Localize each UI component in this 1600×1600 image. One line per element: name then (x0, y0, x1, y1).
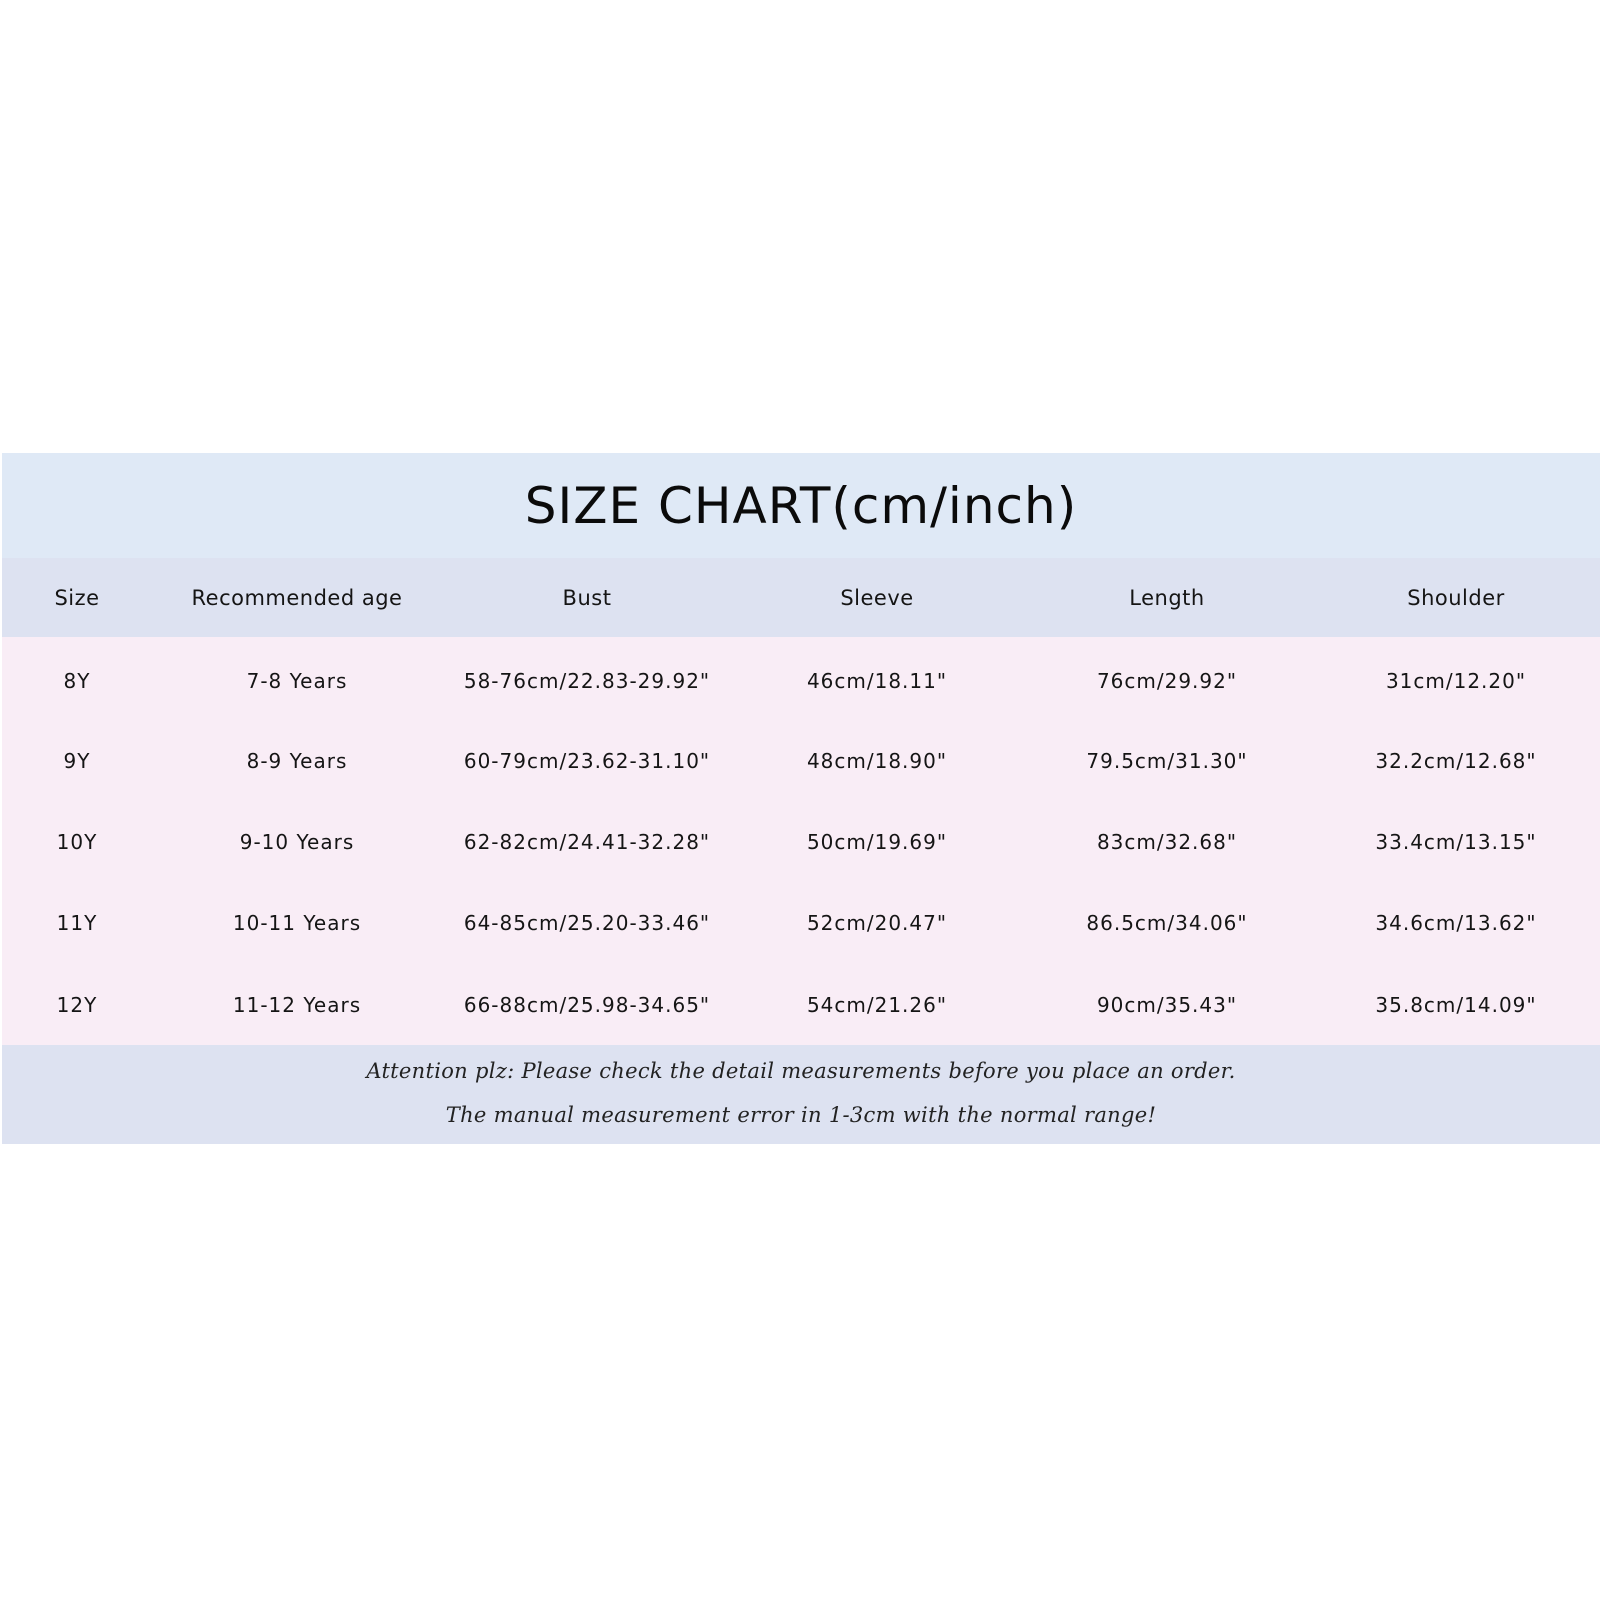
cell-size: 9Y (63, 749, 91, 773)
cell-sleeve: 46cm/18.11" (806, 669, 948, 693)
header-recommended-age: Recommended age (191, 586, 403, 610)
cell-age: 7-8 Years (246, 669, 348, 693)
cell-shoulder: 33.4cm/13.15" (1375, 830, 1537, 854)
header-band (2, 558, 1600, 637)
table-row (2, 883, 1600, 963)
cell-bust: 66-88cm/25.98-34.65" (463, 993, 711, 1017)
table-row (2, 721, 1600, 801)
header-sleeve: Sleeve (840, 586, 914, 610)
cell-length: 90cm/35.43" (1096, 993, 1238, 1017)
table-row (2, 965, 1600, 1045)
cell-age: 10-11 Years (232, 911, 362, 935)
cell-age: 9-10 Years (239, 830, 355, 854)
note-band (2, 1045, 1600, 1144)
cell-shoulder: 31cm/12.20" (1385, 669, 1527, 693)
title-band (2, 453, 1600, 558)
cell-length: 86.5cm/34.06" (1086, 911, 1248, 935)
cell-length: 79.5cm/31.30" (1086, 749, 1248, 773)
cell-length: 76cm/29.92" (1096, 669, 1238, 693)
header-size: Size (54, 586, 100, 610)
cell-sleeve: 48cm/18.90" (806, 749, 948, 773)
cell-bust: 60-79cm/23.62-31.10" (463, 749, 711, 773)
size-chart (2, 453, 1600, 1144)
cell-shoulder: 32.2cm/12.68" (1375, 749, 1537, 773)
table-row (2, 641, 1600, 721)
cell-size: 12Y (56, 993, 98, 1017)
cell-size: 11Y (56, 911, 98, 935)
cell-sleeve: 54cm/21.26" (806, 993, 948, 1017)
cell-shoulder: 34.6cm/13.62" (1375, 911, 1537, 935)
cell-bust: 62-82cm/24.41-32.28" (463, 830, 711, 854)
cell-age: 11-12 Years (232, 993, 362, 1017)
attention-note: Attention plz: Please check the detail measurements before you place an order. (366, 1059, 1236, 1083)
header-length: Length (1129, 586, 1205, 610)
cell-length: 83cm/32.68" (1096, 830, 1238, 854)
cell-shoulder: 35.8cm/14.09" (1375, 993, 1537, 1017)
cell-bust: 64-85cm/25.20-33.46" (463, 911, 711, 935)
header-bust: Bust (562, 586, 612, 610)
cell-size: 10Y (56, 830, 98, 854)
table-body (2, 637, 1600, 1045)
table-row (2, 802, 1600, 882)
header-shoulder: Shoulder (1407, 586, 1505, 610)
cell-sleeve: 50cm/19.69" (806, 830, 948, 854)
header-row (2, 558, 1600, 638)
cell-bust: 58-76cm/22.83-29.92" (463, 669, 711, 693)
cell-size: 8Y (63, 669, 91, 693)
chart-title: SIZE CHART(cm/inch) (524, 476, 1078, 535)
cell-age: 8-9 Years (246, 749, 348, 773)
cell-sleeve: 52cm/20.47" (806, 911, 948, 935)
measurement-error-note: The manual measurement error in 1-3cm with the normal range! (445, 1103, 1157, 1127)
